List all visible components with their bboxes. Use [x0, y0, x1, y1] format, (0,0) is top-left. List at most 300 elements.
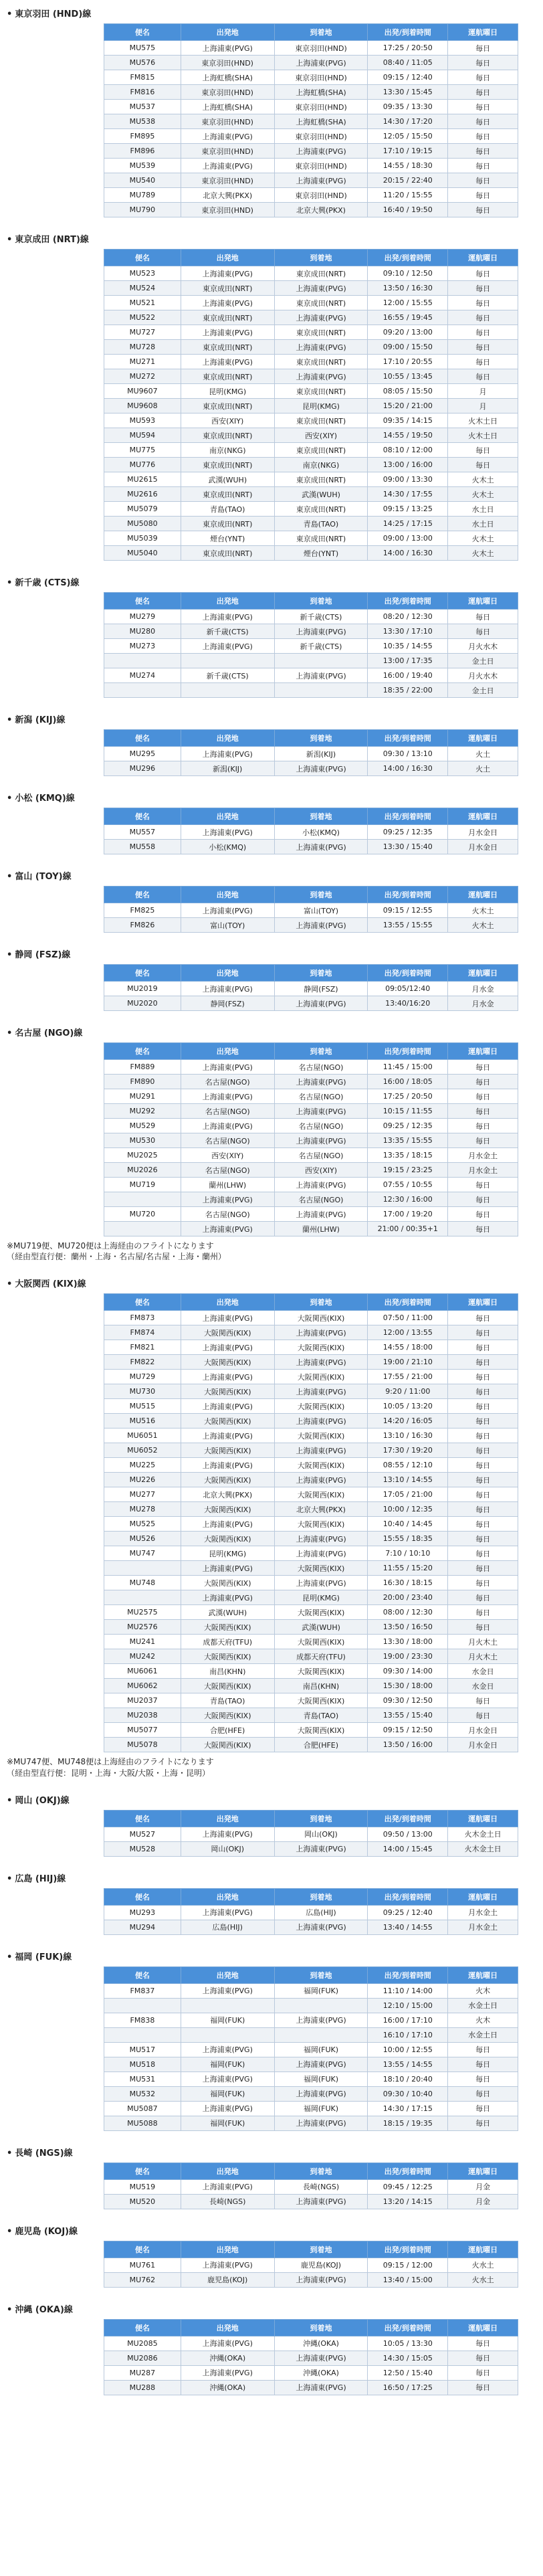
- table-header-row: [104, 593, 518, 610]
- route-title: [7, 2224, 536, 2237]
- table-cell: 東京成田(NRT): [181, 281, 274, 296]
- column-header: 出発地: [181, 965, 274, 982]
- table-cell: MU540: [104, 173, 181, 188]
- table-cell: MU747: [104, 1546, 181, 1561]
- table-cell: 合肥(HFE): [181, 1723, 274, 1738]
- table-cell: MU557: [104, 825, 181, 840]
- table-cell: 上海浦東(PVG): [274, 2272, 368, 2287]
- table-cell: 14:55 / 19:50: [368, 428, 448, 443]
- column-header: 便名: [104, 1043, 181, 1060]
- timetable-table: [104, 964, 518, 1011]
- bullet-icon: •: [7, 794, 13, 804]
- table-cell: 武漢(WUH): [181, 472, 274, 487]
- table-row: [104, 56, 518, 70]
- table-cell: 名古屋(NGO): [181, 1207, 274, 1222]
- column-header: 出発/到着時間: [368, 965, 448, 982]
- table-cell: 09:15 / 13:25: [368, 502, 448, 517]
- table-row: [104, 1178, 518, 1192]
- column-header: 便名: [104, 1294, 181, 1311]
- table-cell: 13:00 / 17:35: [368, 654, 448, 668]
- table-cell: 富山(TOY): [274, 903, 368, 918]
- table-row: [104, 502, 518, 517]
- table-cell: 18:15 / 19:35: [368, 2116, 448, 2130]
- table-row: [104, 1905, 518, 1920]
- table-row: [104, 1517, 518, 1532]
- table-cell: 東京成田(NRT): [274, 413, 368, 428]
- table-cell: 岡山(OKJ): [181, 1841, 274, 1856]
- table-cell: MU279: [104, 610, 181, 624]
- table-cell: 新千歳(CTS): [274, 639, 368, 654]
- table-row: [104, 683, 518, 698]
- table-cell: MU593: [104, 413, 181, 428]
- table-cell: 13:20 / 14:15: [368, 2194, 448, 2209]
- table-cell: MU521: [104, 296, 181, 310]
- table-cell: 11:45 / 15:00: [368, 1060, 448, 1075]
- table-cell: 上海浦東(PVG): [181, 266, 274, 281]
- table-cell: 上海浦東(PVG): [181, 1827, 274, 1841]
- table-cell: 蘭州(LHW): [274, 1222, 368, 1236]
- table-row: [104, 654, 518, 668]
- route-section: [7, 1277, 536, 1778]
- route-note: ※MU747便、MU748便は上海経由のフライトになります （経由型直行便：昆明・上海・大阪/大阪・上海・昆明）: [7, 1757, 214, 1778]
- table-cell: 毎日: [448, 1340, 518, 1355]
- route-title-text: 長崎 (NGS)線: [15, 2148, 73, 2158]
- table-cell: 13:55 / 14:55: [368, 2057, 448, 2072]
- table-cell: FM890: [104, 1075, 181, 1089]
- table-row: [104, 1325, 518, 1340]
- table-cell: MU527: [104, 1827, 181, 1841]
- column-header: 運航曜日: [448, 965, 518, 982]
- table-cell: 大阪関西(KIX): [274, 1517, 368, 1532]
- table-row: [104, 1998, 518, 2013]
- table-cell: 上海浦東(PVG): [274, 2086, 368, 2101]
- table-row: [104, 747, 518, 761]
- table-row: [104, 70, 518, 85]
- table-cell: 火水土: [448, 2258, 518, 2272]
- table-cell: MU528: [104, 1841, 181, 1856]
- table-cell: FM874: [104, 1325, 181, 1340]
- table-cell: 大阪関西(KIX): [274, 1664, 368, 1679]
- table-cell: 09:00 / 13:30: [368, 472, 448, 487]
- table-row: [104, 428, 518, 443]
- table-cell: MU2576: [104, 1620, 181, 1635]
- column-header: 出発/到着時間: [368, 1966, 448, 1983]
- table-cell: 上海虹橋(SHA): [181, 70, 274, 85]
- table-cell: 毎日: [448, 2042, 518, 2057]
- table-cell: 毎日: [448, 1708, 518, 1723]
- table-cell: 上海浦東(PVG): [274, 840, 368, 854]
- table-cell: 08:40 / 11:05: [368, 56, 448, 70]
- table-cell: 13:30 / 17:10: [368, 624, 448, 639]
- table-cell: 上海浦東(PVG): [181, 825, 274, 840]
- table-cell: 武漢(WUH): [274, 1620, 368, 1635]
- table-row: [104, 1693, 518, 1708]
- table-cell: 上海浦東(PVG): [181, 1399, 274, 1414]
- table-cell: 東京羽田(HND): [181, 173, 274, 188]
- bullet-icon: •: [7, 1028, 13, 1038]
- table-cell: 毎日: [448, 1384, 518, 1399]
- table-row: [104, 355, 518, 369]
- table-cell: 毎日: [448, 2086, 518, 2101]
- table-cell: 大阪関西(KIX): [181, 1679, 274, 1693]
- table-cell: FM838: [104, 2013, 181, 2027]
- table-cell: 上海浦東(PVG): [274, 1414, 368, 1429]
- table-cell: 14:30 / 17:55: [368, 487, 448, 502]
- table-cell: 上海浦東(PVG): [181, 1905, 274, 1920]
- table-cell: 毎日: [448, 173, 518, 188]
- column-header: 出発/到着時間: [368, 887, 448, 903]
- column-header: 運航曜日: [448, 2319, 518, 2336]
- table-cell: 昆明(KMG): [274, 399, 368, 413]
- table-header-row: [104, 730, 518, 747]
- table-cell: 月水金日: [448, 1738, 518, 1752]
- table-cell: 19:15 / 23:25: [368, 1163, 448, 1178]
- table-header-row: [104, 887, 518, 903]
- table-cell: MU2086: [104, 2351, 181, 2365]
- route-section: [7, 869, 536, 933]
- table-cell: 14:30 / 15:05: [368, 2351, 448, 2365]
- table-cell: 18:10 / 20:40: [368, 2072, 448, 2086]
- table-cell: FM873: [104, 1311, 181, 1325]
- table-cell: 名古屋(NGO): [274, 1148, 368, 1163]
- column-header: 出発地: [181, 24, 274, 41]
- table-cell: MU730: [104, 1384, 181, 1399]
- table-row: [104, 1163, 518, 1178]
- table-row: [104, 487, 518, 502]
- route-section: [7, 1950, 536, 2131]
- route-title-text: 静岡 (FSZ)線: [15, 950, 71, 960]
- table-cell: 上海浦東(PVG): [274, 281, 368, 296]
- table-cell: 水金土日: [448, 2027, 518, 2042]
- table-cell: MU9608: [104, 399, 181, 413]
- table-cell: 毎日: [448, 1414, 518, 1429]
- table-cell: 上海浦東(PVG): [181, 159, 274, 173]
- table-cell: FM837: [104, 1983, 181, 1998]
- table-cell: 上海浦東(PVG): [181, 1089, 274, 1104]
- table-cell: 12:10 / 15:00: [368, 1998, 448, 2013]
- table-cell: 煙台(YNT): [181, 531, 274, 546]
- table-cell: 上海浦東(PVG): [181, 2101, 274, 2116]
- table-cell: 毎日: [448, 188, 518, 203]
- table-cell: 15:20 / 21:00: [368, 399, 448, 413]
- table-cell: 毎日: [448, 310, 518, 325]
- route-section: [7, 1871, 536, 1935]
- table-cell: 毎日: [448, 41, 518, 56]
- column-header: 便名: [104, 2163, 181, 2179]
- table-cell: FM895: [104, 129, 181, 144]
- table-cell: 月火木土: [448, 1649, 518, 1664]
- table-cell: 08:10 / 12:00: [368, 443, 448, 458]
- route-section: [7, 575, 536, 698]
- table-cell: 上海浦東(PVG): [274, 173, 368, 188]
- table-cell: 毎日: [448, 1119, 518, 1133]
- table-cell: MU520: [104, 2194, 181, 2209]
- table-cell: MU225: [104, 1458, 181, 1473]
- table-cell: 大阪関西(KIX): [274, 1370, 368, 1384]
- table-row: [104, 2057, 518, 2072]
- table-cell: [104, 1998, 181, 2013]
- table-row: [104, 1635, 518, 1649]
- table-cell: 鹿児島(KOJ): [181, 2272, 274, 2287]
- table-cell: 17:55 / 21:00: [368, 1370, 448, 1384]
- column-header: 運航曜日: [448, 1810, 518, 1827]
- table-cell: 東京羽田(HND): [274, 41, 368, 56]
- table-cell: MU789: [104, 188, 181, 203]
- table-cell: MU5079: [104, 502, 181, 517]
- table-cell: 09:30 / 13:10: [368, 747, 448, 761]
- column-header: 運航曜日: [448, 1888, 518, 1905]
- table-cell: 名古屋(NGO): [274, 1119, 368, 1133]
- table-cell: 09:20 / 13:00: [368, 325, 448, 340]
- table-cell: 火木: [448, 2013, 518, 2027]
- table-row: [104, 1620, 518, 1635]
- route-section: [7, 791, 536, 854]
- route-title-text: 沖縄 (OKA)線: [15, 2304, 73, 2315]
- table-row: [104, 1723, 518, 1738]
- table-cell: 西安(XIY): [274, 428, 368, 443]
- column-header: 出発/到着時間: [368, 24, 448, 41]
- table-row: [104, 399, 518, 413]
- table-header-row: [104, 2163, 518, 2179]
- table-cell: 青島(TAO): [274, 517, 368, 531]
- table-cell: MU5087: [104, 2101, 181, 2116]
- table-cell: MU575: [104, 41, 181, 56]
- table-row: [104, 188, 518, 203]
- table-cell: 16:00 / 17:10: [368, 2013, 448, 2027]
- table-row: [104, 918, 518, 933]
- column-header: 出発/到着時間: [368, 2163, 448, 2179]
- table-cell: 13:35 / 18:15: [368, 1148, 448, 1163]
- route-note: ※MU719便、MU720便は上海経由のフライトになります （経由型直行便：蘭州・上海・名古屋/名古屋・上海・蘭州）: [7, 1241, 227, 1262]
- table-cell: MU2025: [104, 1148, 181, 1163]
- column-header: 到着地: [274, 1888, 368, 1905]
- route-title: [7, 2146, 536, 2158]
- table-cell: 13:50 / 16:30: [368, 281, 448, 296]
- table-row: [104, 1340, 518, 1355]
- table-cell: 上海浦東(PVG): [274, 1546, 368, 1561]
- table-row: [104, 2194, 518, 2209]
- table-cell: 10:05 / 13:20: [368, 1399, 448, 1414]
- table-cell: 09:35 / 14:15: [368, 413, 448, 428]
- table-cell: 09:30 / 14:00: [368, 1664, 448, 1679]
- table-row: [104, 1920, 518, 1934]
- table-cell: MU271: [104, 355, 181, 369]
- table-cell: 毎日: [448, 1222, 518, 1236]
- table-cell: 上海浦東(PVG): [274, 2194, 368, 2209]
- table-cell: 毎日: [448, 2351, 518, 2365]
- table-row: [104, 281, 518, 296]
- table-cell: 大阪関西(KIX): [274, 1635, 368, 1649]
- table-cell: 13:50 / 16:00: [368, 1738, 448, 1752]
- table-cell: 月火木土: [448, 1635, 518, 1649]
- table-cell: 16:55 / 19:45: [368, 310, 448, 325]
- table-row: [104, 310, 518, 325]
- table-cell: 09:25 / 12:40: [368, 1905, 448, 1920]
- table-header-row: [104, 1043, 518, 1060]
- table-cell: 17:25 / 20:50: [368, 41, 448, 56]
- table-cell: 07:50 / 11:00: [368, 1311, 448, 1325]
- table-cell: 毎日: [448, 296, 518, 310]
- column-header: 便名: [104, 1966, 181, 1983]
- column-header: 出発地: [181, 1810, 274, 1827]
- table-cell: 08:55 / 12:10: [368, 1458, 448, 1473]
- table-cell: 14:20 / 16:05: [368, 1414, 448, 1429]
- table-cell: MU5077: [104, 1723, 181, 1738]
- table-cell: 09:25 / 12:35: [368, 825, 448, 840]
- table-row: [104, 840, 518, 854]
- table-row: [104, 1473, 518, 1487]
- table-cell: 武漢(WUH): [181, 1605, 274, 1620]
- table-cell: 昆明(KMG): [181, 1546, 274, 1561]
- table-cell: 13:10 / 14:55: [368, 1473, 448, 1487]
- bullet-icon: •: [7, 235, 13, 245]
- table-cell: 福岡(FUK): [181, 2086, 274, 2101]
- table-cell: 毎日: [448, 1207, 518, 1222]
- table-cell: 上海浦東(PVG): [181, 296, 274, 310]
- table-cell: 上海虹橋(SHA): [274, 85, 368, 100]
- timetable-table: [104, 2241, 518, 2288]
- route-title: [7, 1793, 536, 1806]
- timetable-table: [104, 1042, 518, 1236]
- table-cell: 東京成田(NRT): [181, 310, 274, 325]
- table-cell: 沖縄(OKA): [181, 2380, 274, 2395]
- table-cell: 上海浦東(PVG): [274, 1075, 368, 1089]
- table-row: [104, 531, 518, 546]
- table-cell: 沖縄(OKA): [274, 2336, 368, 2351]
- table-cell: 東京成田(NRT): [274, 531, 368, 546]
- table-row: [104, 2351, 518, 2365]
- table-cell: 10:00 / 12:35: [368, 1502, 448, 1517]
- table-cell: 水土日: [448, 517, 518, 531]
- table-row: [104, 1089, 518, 1104]
- column-header: 到着地: [274, 887, 368, 903]
- route-section: [7, 2224, 536, 2288]
- table-row: [104, 340, 518, 355]
- table-cell: 名古屋(NGO): [181, 1163, 274, 1178]
- table-cell: FM816: [104, 85, 181, 100]
- route-title-text: 新千歳 (CTS)線: [15, 578, 80, 588]
- table-cell: 上海浦東(PVG): [274, 1207, 368, 1222]
- table-cell: 福岡(FUK): [274, 2042, 368, 2057]
- table-cell: 月金: [448, 2179, 518, 2194]
- table-cell: 東京羽田(HND): [274, 70, 368, 85]
- column-header: 到着地: [274, 593, 368, 610]
- column-header: 出発地: [181, 808, 274, 825]
- table-cell: MU518: [104, 2057, 181, 2072]
- table-cell: 10:15 / 11:55: [368, 1104, 448, 1119]
- table-cell: 毎日: [448, 85, 518, 100]
- route-title: [7, 232, 536, 245]
- table-cell: 上海浦東(PVG): [181, 2258, 274, 2272]
- table-cell: MU558: [104, 840, 181, 854]
- column-header: 出発/到着時間: [368, 1294, 448, 1311]
- table-cell: MU2615: [104, 472, 181, 487]
- table-cell: 毎日: [448, 1089, 518, 1104]
- table-cell: MU729: [104, 1370, 181, 1384]
- table-cell: 火水土: [448, 2272, 518, 2287]
- table-cell: 毎日: [448, 114, 518, 129]
- table-cell: 東京羽田(HND): [181, 85, 274, 100]
- table-cell: 10:35 / 14:55: [368, 639, 448, 654]
- table-cell: 静岡(FSZ): [181, 996, 274, 1011]
- route-section: [7, 2302, 536, 2395]
- table-cell: MU775: [104, 443, 181, 458]
- route-section: [7, 947, 536, 1011]
- table-cell: MU277: [104, 1487, 181, 1502]
- table-cell: FM896: [104, 144, 181, 159]
- table-cell: [104, 1192, 181, 1207]
- table-cell: 上海浦東(PVG): [274, 1384, 368, 1399]
- table-cell: 17:30 / 19:20: [368, 1443, 448, 1458]
- route-title: [7, 1026, 536, 1038]
- table-cell: [104, 683, 181, 698]
- table-cell: MU274: [104, 668, 181, 683]
- table-cell: [181, 2027, 274, 2042]
- table-row: [104, 825, 518, 840]
- table-cell: 大阪関西(KIX): [181, 1532, 274, 1546]
- table-cell: 月水金日: [448, 1723, 518, 1738]
- table-row: [104, 1119, 518, 1133]
- table-cell: MU6051: [104, 1429, 181, 1443]
- table-cell: 11:20 / 15:55: [368, 188, 448, 203]
- table-cell: 新千歳(CTS): [274, 610, 368, 624]
- table-cell: MU242: [104, 1649, 181, 1664]
- table-cell: 広島(HIJ): [181, 1920, 274, 1934]
- timetable-table: [104, 1810, 518, 1857]
- timetable-table: [104, 592, 518, 698]
- table-cell: 東京羽田(HND): [274, 100, 368, 114]
- table-cell: [104, 2027, 181, 2042]
- table-cell: MU532: [104, 2086, 181, 2101]
- table-cell: 10:55 / 13:45: [368, 369, 448, 384]
- table-cell: 新千歳(CTS): [181, 624, 274, 639]
- table-cell: 月火水木: [448, 668, 518, 683]
- table-cell: 水金土日: [448, 1998, 518, 2013]
- route-title: [7, 575, 536, 588]
- table-cell: 上海浦東(PVG): [274, 1576, 368, 1590]
- table-cell: MU2085: [104, 2336, 181, 2351]
- table-row: [104, 668, 518, 683]
- table-cell: [181, 1998, 274, 2013]
- route-section: [7, 713, 536, 776]
- column-header: 便名: [104, 2319, 181, 2336]
- table-cell: MU522: [104, 310, 181, 325]
- route-title-text: 名古屋 (NGO)線: [15, 1028, 83, 1038]
- table-header-row: [104, 2319, 518, 2336]
- route-section: [7, 1793, 536, 1857]
- table-cell: 上海浦東(PVG): [274, 2380, 368, 2395]
- table-cell: 西安(XIY): [181, 1148, 274, 1163]
- table-row: [104, 203, 518, 217]
- table-row: [104, 1429, 518, 1443]
- table-cell: MU537: [104, 100, 181, 114]
- table-cell: 上海浦東(PVG): [274, 1178, 368, 1192]
- column-header: 便名: [104, 250, 181, 266]
- table-row: [104, 2101, 518, 2116]
- table-cell: MU519: [104, 2179, 181, 2194]
- route-title-text: 広島 (HIJ)線: [15, 1873, 66, 1884]
- table-row: [104, 1311, 518, 1325]
- table-cell: 毎日: [448, 56, 518, 70]
- table-cell: 毎日: [448, 1487, 518, 1502]
- table-row: [104, 2027, 518, 2042]
- table-cell: 上海浦東(PVG): [274, 1133, 368, 1148]
- table-cell: MU280: [104, 624, 181, 639]
- table-cell: 新潟(KIJ): [274, 747, 368, 761]
- table-cell: 12:30 / 16:00: [368, 1192, 448, 1207]
- table-cell: 青島(TAO): [274, 1708, 368, 1723]
- table-cell: 17:00 / 19:20: [368, 1207, 448, 1222]
